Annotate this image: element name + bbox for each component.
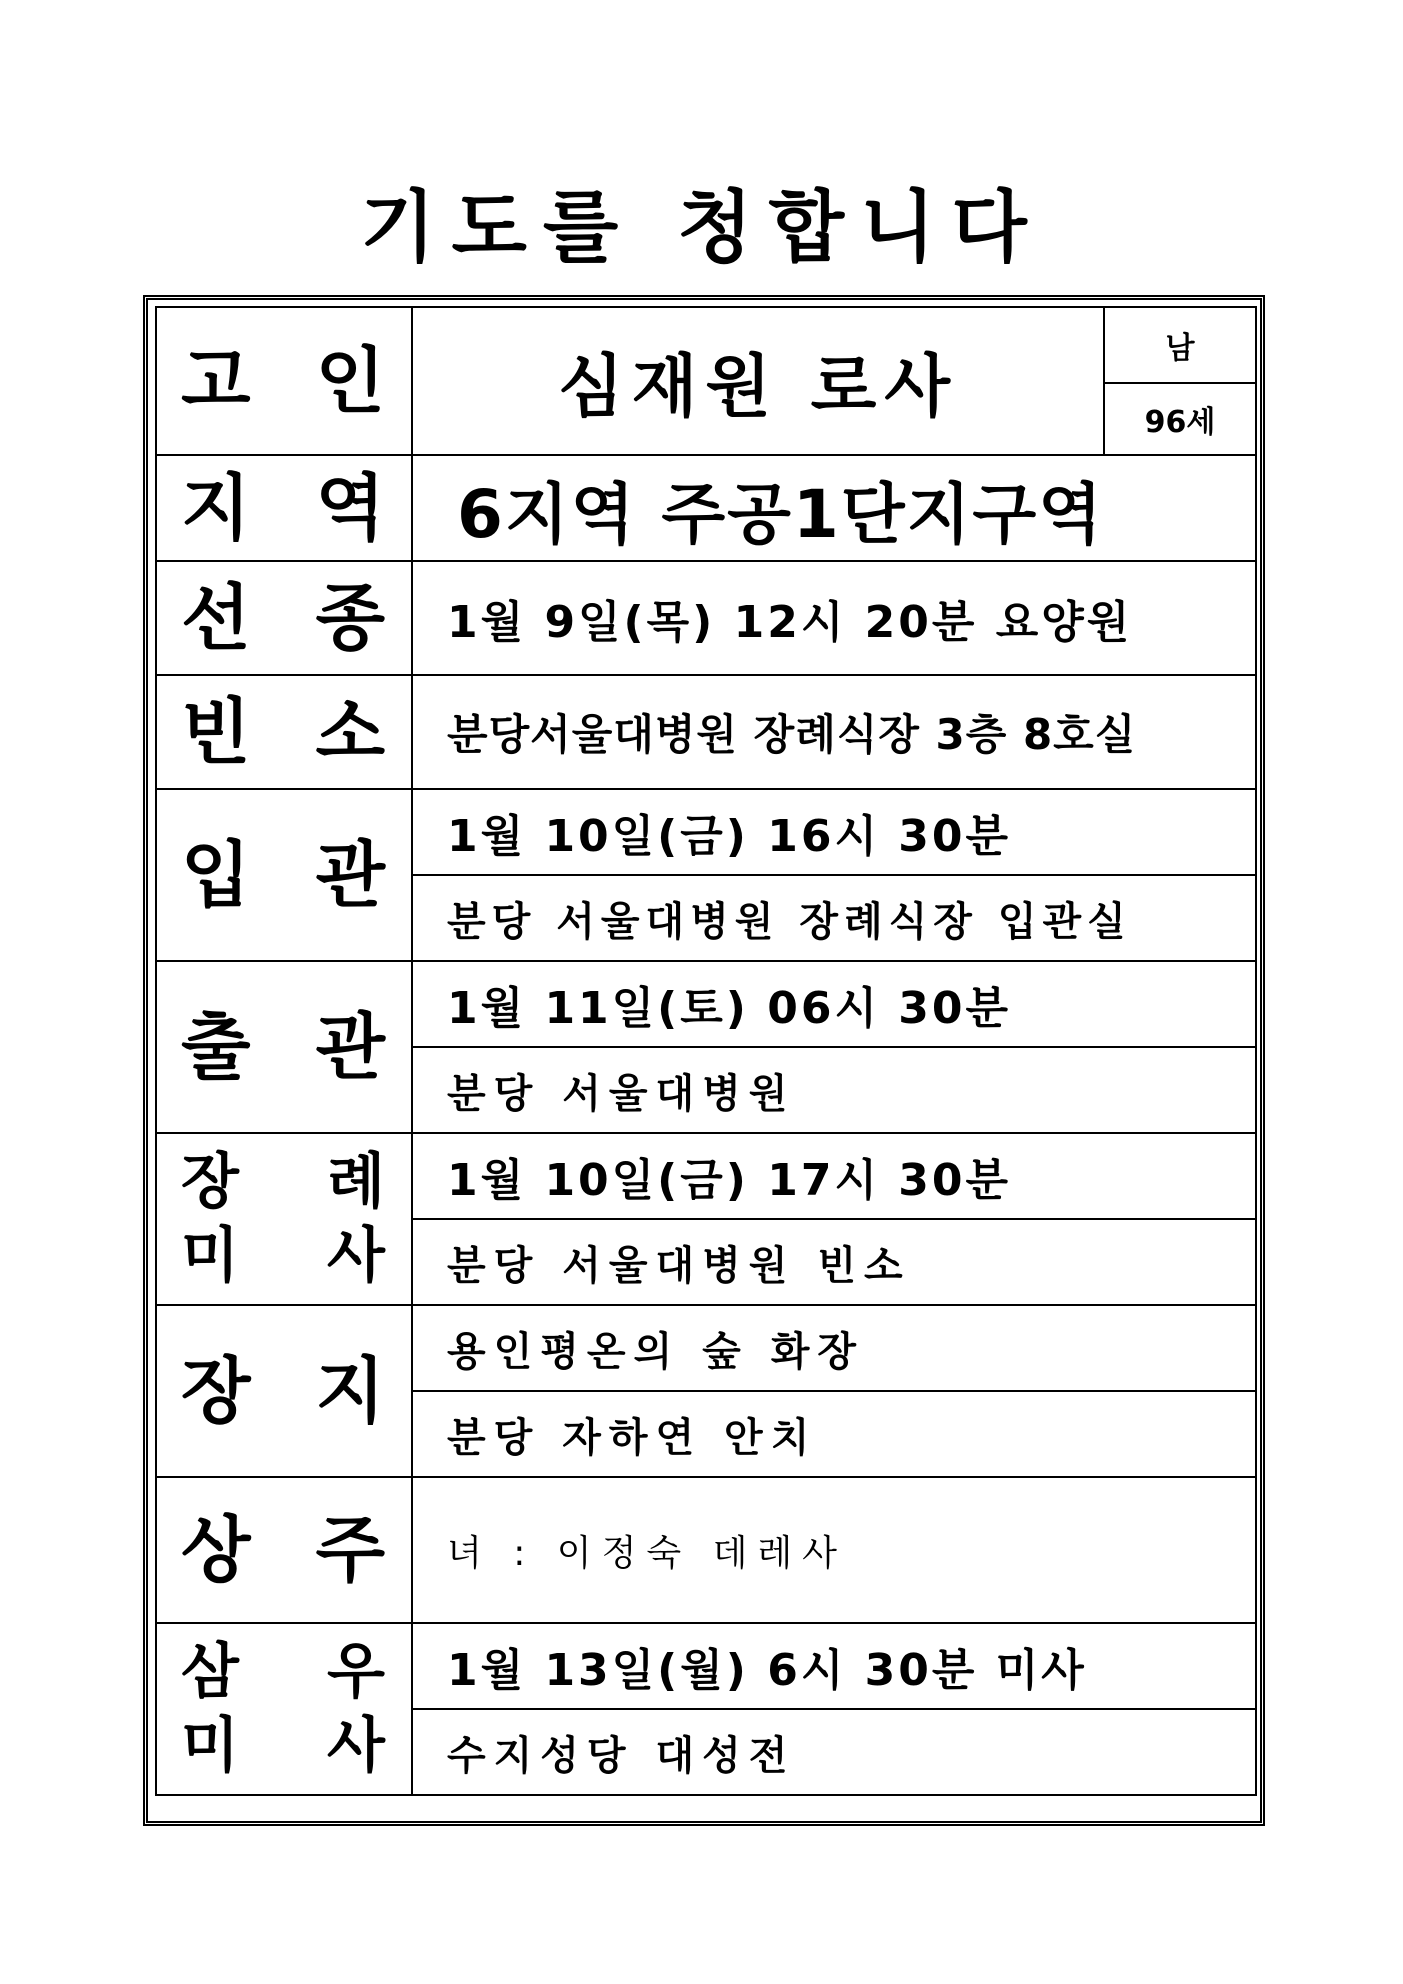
label-departure: 출 관 — [156, 961, 412, 1133]
deceased-age: 96세 — [1104, 383, 1256, 455]
label-encoffinment: 입 관 — [156, 789, 412, 961]
deceased-name: 심재원 로사 — [412, 307, 1104, 455]
funeral-mass-date: 1월 10일(금) 17시 30분 — [412, 1133, 1256, 1219]
funeral-mass-place: 분당 서울대병원 빈소 — [412, 1219, 1256, 1305]
label-deceased: 고 인 — [156, 307, 412, 455]
encoffinment-place: 분당 서울대병원 장례식장 입관실 — [412, 875, 1256, 961]
obituary-table — [143, 295, 1265, 1826]
third-day-mass-place: 수지성당 대성전 — [412, 1709, 1256, 1795]
label-region: 지 역 — [156, 455, 412, 561]
label-chief-mourner: 상 주 — [156, 1477, 412, 1623]
burial-line1: 용인평온의 숲 화장 — [412, 1305, 1256, 1391]
page-title: 기도를 청합니다 — [360, 182, 1043, 273]
encoffinment-date: 1월 10일(금) 16시 30분 — [412, 789, 1256, 875]
mortuary-value: 분당서울대병원 장례식장 3층 8호실 — [412, 675, 1256, 789]
deceased-gender: 남 — [1104, 307, 1256, 383]
region-value: 6지역 주공1단지구역 — [412, 455, 1256, 561]
death-value: 1월 9일(목) 12시 20분 요양원 — [412, 561, 1256, 675]
label-burial: 장 지 — [156, 1305, 412, 1477]
burial-line2: 분당 자하연 안치 — [412, 1391, 1256, 1477]
label-mortuary: 빈 소 — [156, 675, 412, 789]
label-funeral-mass: 장 례 미 사 — [156, 1133, 412, 1305]
label-death: 선 종 — [156, 561, 412, 675]
departure-date: 1월 11일(토) 06시 30분 — [412, 961, 1256, 1047]
third-day-mass-date: 1월 13일(월) 6시 30분 미사 — [412, 1623, 1256, 1709]
chief-mourner-value: 녀 : 이정숙 데레사 — [412, 1477, 1256, 1623]
departure-place: 분당 서울대병원 — [412, 1047, 1256, 1133]
label-third-day-mass: 삼 우 미 사 — [156, 1623, 412, 1795]
